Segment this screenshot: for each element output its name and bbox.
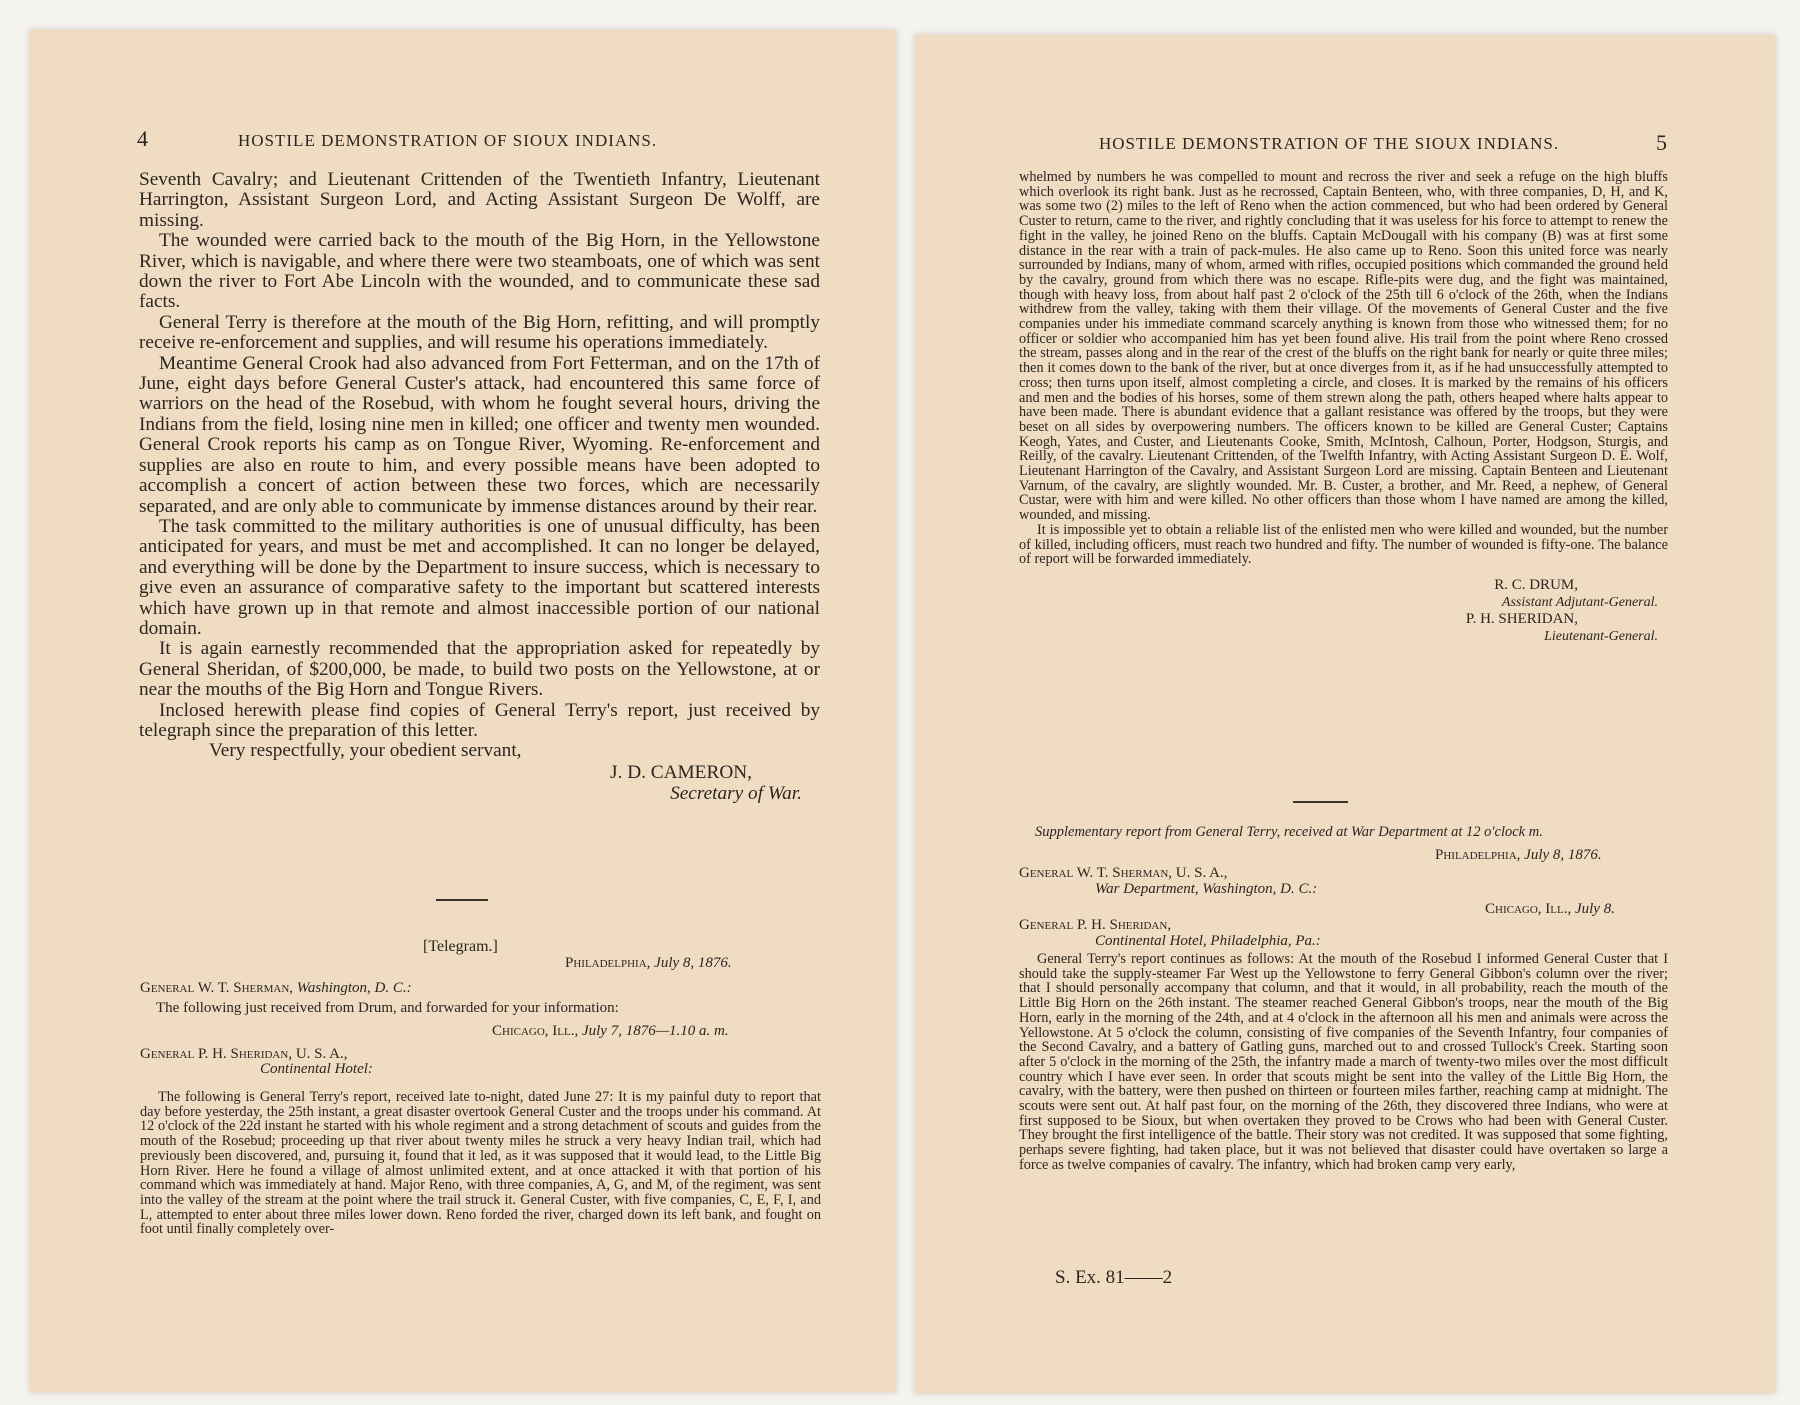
signature-name: P. H. SHERIDAN, (1465, 610, 1578, 627)
supplementary-heading: Supplementary report from General Terry, received at War Department at 12 o'clock m. (1035, 824, 1543, 840)
page-number: 5 (1656, 130, 1667, 155)
letter-body (139, 170, 820, 804)
dateline: Chicago, Ill., July 8. (1485, 901, 1615, 917)
dateline: Philadelphia, July 8, 1876. (1435, 847, 1602, 863)
signature-title: Assistant Adjutant-General. (1501, 594, 1658, 610)
telegram-body (140, 1090, 821, 1237)
signature-title: Lieutenant-General. (1544, 628, 1658, 644)
paragraph: The wounded were carried back to the mouth of the Big Horn, in the Yellowstone River, which is navigable, and where there were two steamboats, one of which was sent down the river to Fort Abe Lincoln with the wounded, and to communicate these sad facts. (139, 230, 820, 313)
paragraph: The task committed to the military authorities is one of unusual difficulty, has been anticipated for years, and must be met and accomplished. It can no longer be delayed, and everything will be done by the Department to insure success, which is necessary to give even an assurance of comparative safety to the important but scattered interests which have grown up in that remote and almost inaccessible portion of our national domain. (139, 515, 820, 639)
supplementary-body (1019, 952, 1668, 1173)
signature-block (139, 762, 820, 804)
addressee-location: Continental Hotel, Philadelphia, Pa.: (1095, 933, 1321, 949)
signature-title: Secretary of War. (670, 782, 802, 804)
divider-rule (436, 899, 488, 901)
running-head: HOSTILE DEMONSTRATION OF SIOUX INDIANS. (238, 131, 658, 150)
paragraph: Inclosed herewith please find copies of General Terry's report, just received by telegraph since the preparation of this letter. (139, 699, 820, 741)
page-number: 4 (137, 126, 148, 151)
paragraph: It is again earnestly recommended that the appropriation asked for repeatedly by General Sheridan, of $200,000, be made, to build two posts on the Yellowstone, at or near the mouths of the Big Horn and Tongue Rivers. (139, 638, 820, 701)
closing-line: Very respectfully, your obedient servant, (209, 740, 522, 762)
paragraph: Seventh Cavalry; and Lieutenant Crittenden of the Twentieth Infantry, Lieutenant Harrington, Assistant Surgeon Lord, and Acting Assistant Surgeon De Wolff, are missing. (139, 169, 820, 231)
addressee: General P. H. Sheridan, (1019, 917, 1172, 933)
signature-name: R. C. DRUM, (1494, 576, 1578, 593)
addressee-location: Continental Hotel: (260, 1061, 373, 1077)
telegram-label: [Telegram.] (423, 938, 498, 955)
paragraph: It is impossible yet to obtain a reliable list of the enlisted men who were killed and wounded, but the number of killed, including officers, must reach two hundred and fifty. The number of wounded is fifty-one. The balance of report will be forwarded immediately. (1019, 521, 1668, 568)
addressee-location: War Department, Washington, D. C.: (1095, 881, 1318, 897)
addressee: General W. T. Sherman, U. S. A., (1019, 865, 1228, 881)
signature-name: J. D. CAMERON, (610, 761, 752, 783)
signature-mark: S. Ex. 81——2 (1055, 1267, 1173, 1288)
forward-line: The following just received from Drum, and forwarded for your information: (156, 1000, 619, 1016)
right-page (915, 35, 1775, 1393)
left-page (30, 30, 896, 1392)
paragraph: General Terry's report continues as follows: At the mouth of the Rosebud I informed General Custer that I should take the supply-steamer Far West up the Yellowstone to ferry General Gibbon's column over the river; that I should personally accompany that column, and that it would, in all probability, reach the mouth of the Little Big Horn on the 26th instant. The steamer reached General Gibbon's troops, near the mouth of the Big Horn, early in the morning of the 24th, and at 4 o'clock in the afternoon all his men and animals were across the Yellowstone. At 5 o'clock the column, consisting of five companies of the Seventh Infantry, four companies of the Second Cavalry, and a battery of Gatling guns, marched out to and crossed Tullock's Creek. Starting soon after 5 o'clock in the morning of the 25th, the infantry made a march of twenty-two miles over the most difficult country which I have ever seen. In order that scouts might be sent into the valley of the Little Big Horn, the cavalry, with the battery, were then pushed on thirteen or fourteen miles farther, reaching camp at midnight. The scouts were sent out. At half past four, on the morning of the 26th, they discovered three Indians, who were at first supposed to be Sioux, but when overtaken they proved to be Crows who had been with General Custer. They brought the first intelligence of the battle. Their story was not credited. It was supposed that some fighting, perhaps severe fighting, had taken place, but it was not believed that disaster could have overtaken so large a force as twelve companies of cavalry. The infantry, which had broken camp very early, (1019, 951, 1668, 1173)
running-head: HOSTILE DEMONSTRATION OF THE SIOUX INDIANS. (1099, 134, 1560, 153)
paragraph: whelmed by numbers he was compelled to mount and recross the river and seek a refuge on the high bluffs which overlook its right bank. Just as he recrossed, Captain Benteen, who, with three companies, D, H, and K, was some two (2) miles to the left of Reno when the action commenced, but who had been ordered by General Custer to return, came to the river, and rightly concluding that it was useless for his force to attempt to renew the fight in the valley, he joined Reno on the bluffs. Captain McDougall with his company (B) was at first some distance in the rear with a train of pack-mules. He also came up to Reno. Soon this united force was nearly surrounded by Indians, many of whom, armed with rifles, occupied positions which commanded the ground held by the cavalry, ground from which there was no escape. Rifle-pits were dug, and the fight was maintained, though with heavy loss, from about half past 2 o'clock of the 25th till 6 o'clock of the 26th, when the Indians withdrew from the valley, taking with them their village. Of the movements of General Custer and the five companies under his immediate command scarcely anything is known from those who witnessed them; for no officer or soldier who accompanied him has yet been found alive. His trail from the point where Reno crossed the stream, passes along and in the rear of the crest of the bluffs on the right bank for nearly or quite three miles; then it comes down to the bank of the river, but at once diverges from it, as if he had unsuccessfully attempted to cross; then turns upon itself, almost completing a circle, and closes. It is marked by the remains of his officers and men and the bodies of his horses, some of them strewn along the path, others heaped where halts appear to have been made. There is abundant evidence that a gallant resistance was offered by the troops, but they were beset on all sides by overpowering numbers. The officers known to be killed are General Custer; Captains Keogh, Yates, and Custer, and Lieutenants Cooke, Smith, McIntosh, Calhoun, Porter, Hodgson, Sturgis, and Reilly, of the cavalry. Lieutenant Crittenden, of the Twelfth Infantry, with Acting Assistant Surgeon D. E. Wolf, Lieutenant Harrington of the Cavalry, and Assistant Surgeon Lord are missing. Captain Benteen and Lieutenant Varnum, of the cavalry, are slightly wounded. Mr. B. Custer, a brother, and Mr. Reed, a nephew, of General Custar, were with him and were killed. No other officers than those whom I have named are among the killed, wounded, and missing. (1019, 169, 1668, 524)
paragraph: Meantime General Crook had also advanced from Fort Fetterman, and on the 17th of June, eight days before General Custer's attack, had encountered this same force of warriors on the head of the Rosebud, with whom he fought several hours, driving the Indians from the field, losing nine men in killed; one officer and twenty men wounded. General Crook reports his camp as on Tongue River, Wyoming. Re-enforcement and supplies are also en route to him, and every possible means have been adopted to accomplish a concert of action between these two forces, which are necessarily separated, and are only able to communicate by immense distances around by their rear. (139, 352, 820, 517)
dateline: Chicago, Ill., July 7, 1876—1.10 a. m. (492, 1023, 729, 1039)
addressee: General P. H. Sheridan, U. S. A., (140, 1046, 348, 1062)
dateline: Philadelphia, July 8, 1876. (565, 955, 732, 971)
signature-block (1019, 577, 1668, 645)
addressee: General W. T. Sherman, Washington, D. C.: (140, 980, 412, 996)
report-continuation (1019, 170, 1668, 645)
paragraph: General Terry is therefore at the mouth of the Big Horn, refitting, and will promptly receive re-enforcement and supplies, and will resume his operations immediately. (139, 311, 820, 354)
divider-rule (1293, 801, 1348, 803)
paragraph: The following is General Terry's report, received late to-night, dated June 27: It is my painful duty to report that day before yesterday, the 25th instant, a great disaster overtook General Custer and the troops under his command. At 12 o'clock of the 22d instant he started with his whole regiment and a strong detachment of scouts and guides from the mouth of the Rosebud; proceeding up that river about twenty miles he struck a very heavy Indian trail, which had previously been discovered, and, pursuing it, found that it led, as it was supposed that it would lead, to the Little Big Horn River. Here he found a village of almost unlimited extent, and at once attacked it with that portion of his command which was immediately at hand. Major Reno, with three companies, A, G, and M, of the regiment, was sent into the valley of the stream at the point where the trail struck it. General Custer, with five companies, C, E, F, I, and L, attempted to enter about three miles lower down. Reno forded the river, charged down its left bank, and fought on foot until finally completely over- (140, 1089, 821, 1238)
